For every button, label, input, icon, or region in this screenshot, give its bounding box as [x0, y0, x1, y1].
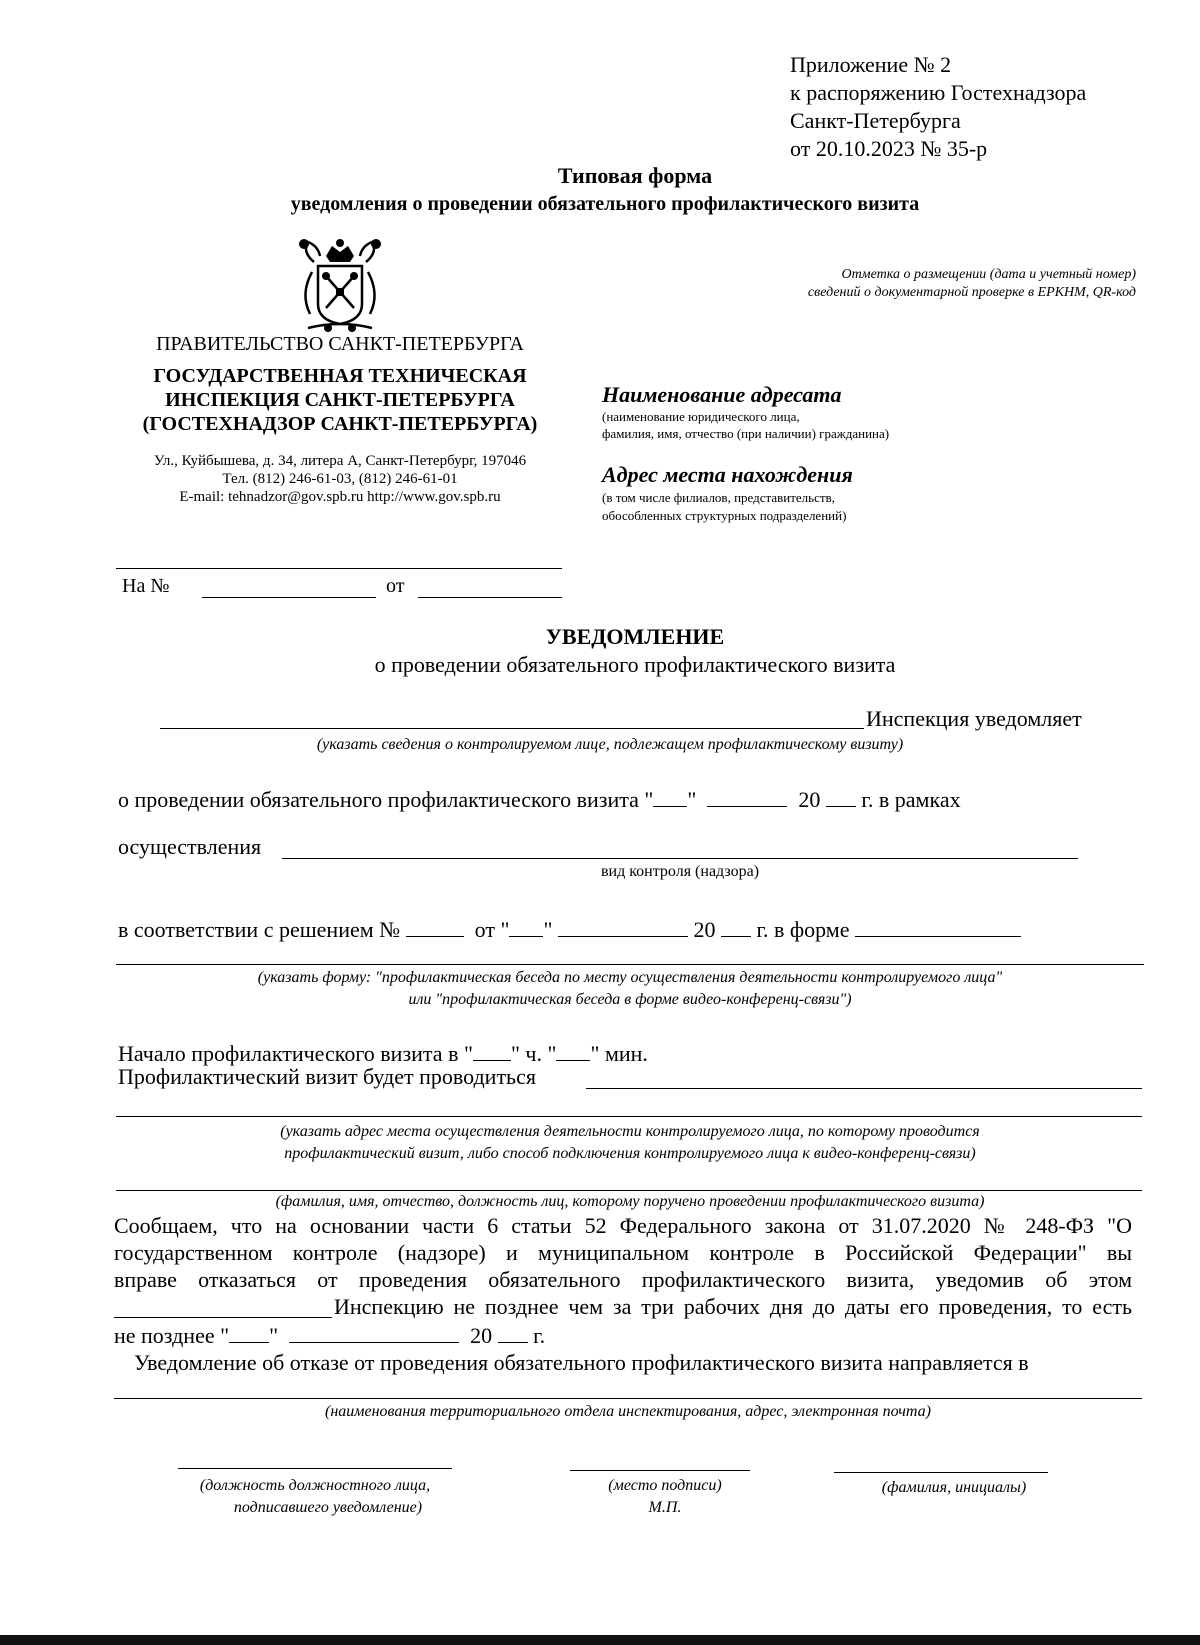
signer-position-hint-1: (должность должностного лица,: [199, 1477, 431, 1494]
decision-day-quote: ": [543, 917, 553, 942]
signature-field[interactable]: [570, 1470, 750, 1471]
form-type-hint-1: (указать форму: "профилактическая беседа по месту осуществления деятельности контролируемого лица": [257, 969, 1003, 986]
paragraph-line-3: вправе отказаться от проведения обязательного профилактического визита, уведомив об этом: [114, 1267, 1132, 1292]
form-type-hint-2: или "профилактическая беседа в форме видео-конференц-связи"): [408, 991, 852, 1008]
start-hours-field[interactable]: [473, 1038, 511, 1061]
paragraph-line-4: Инспекцию не позднее чем за три рабочих дня до даты его проведения, то есть: [334, 1294, 1132, 1319]
recipient-name-hint-2: фамилия, имя, отчество (при наличии) гражданина): [602, 426, 890, 441]
not-later-month-field[interactable]: [289, 1320, 459, 1343]
form-type-field[interactable]: [116, 964, 1144, 965]
control-type-hint: вид контроля (надзора): [600, 863, 760, 880]
appendix-line-3: Санкт-Петербурга: [790, 108, 961, 133]
refusal-text: Уведомление об отказе от проведения обязательного профилактического визита направляется в: [134, 1350, 1029, 1375]
department-field[interactable]: [114, 1398, 1142, 1399]
visit-within-text: г. в рамках: [861, 787, 961, 812]
decision-year-field[interactable]: [721, 914, 751, 937]
control-type-field[interactable]: [282, 858, 1078, 859]
decision-label: в соответствии с решением №: [118, 917, 401, 942]
registry-note-line-1: Отметка о размещении (дата и учетный номер): [841, 267, 1136, 282]
signature-place-hint: (место подписи): [608, 1477, 722, 1494]
held-place-field[interactable]: [586, 1088, 1142, 1089]
decision-year-prefix: 20: [693, 917, 716, 942]
recipient-name-title: Наименование адресата: [602, 382, 842, 407]
decision-line: [118, 914, 1021, 943]
seal-place-label: М.П.: [648, 1499, 682, 1516]
decision-form-label: г. в форме: [756, 917, 850, 942]
reference-number-label: На №: [122, 575, 170, 597]
start-time-line: [118, 1038, 648, 1067]
paragraph-line-1: Сообщаем, что на основании части 6 статьи 52 Федерального закона от 31.07.2020 № 248-ФЗ "О: [114, 1213, 1132, 1238]
visit-year-prefix: 20: [798, 787, 821, 812]
controlled-person-field[interactable]: [160, 728, 864, 729]
visit-date-text: о проведении обязательного профилактического визита ": [118, 787, 654, 812]
not-later-label: не позднее ": [114, 1323, 230, 1348]
start-time-label: Начало профилактического визита в ": [118, 1041, 473, 1066]
visit-day-field[interactable]: [653, 784, 687, 807]
reference-top-line: [116, 568, 562, 569]
decision-from-label: от ": [474, 917, 510, 942]
held-label: Профилактический визит будет проводиться: [118, 1064, 536, 1089]
responsible-person-field[interactable]: [116, 1190, 1142, 1191]
exercise-label: осуществления: [118, 834, 262, 859]
signer-name-field[interactable]: [834, 1472, 1048, 1473]
decision-day-field[interactable]: [509, 914, 543, 937]
signer-position-field[interactable]: [178, 1468, 452, 1469]
held-place-field-2[interactable]: [116, 1116, 1142, 1117]
spb-coat-of-arms-icon: [288, 232, 392, 336]
held-address-hint-2: профилактический визит, либо способ подключения контролируемого лица к видео-конференц-связи): [284, 1145, 976, 1162]
decision-form-field[interactable]: [855, 914, 1021, 937]
decision-month-field[interactable]: [558, 914, 688, 937]
not-later-day-field[interactable]: [229, 1320, 269, 1343]
recipient-address-title: Адрес места нахождения: [602, 462, 853, 487]
appendix-line-2: к распоряжению Гостехнадзора: [790, 80, 1087, 105]
registry-note-line-2: сведений о документарной проверке в ЕРКНМ, QR-код: [807, 285, 1136, 300]
notice-subtitle: о проведении обязательного профилактического визита: [374, 652, 896, 677]
recipient-address-hint-1: (в том числе филиалов, представительств,: [602, 490, 835, 505]
visit-month-field[interactable]: [707, 784, 787, 807]
notice-title: УВЕДОМЛЕНИЕ: [545, 624, 725, 649]
org-name-line-3: (ГОСТЕХНАДЗОР САНКТ-ПЕТЕРБУРГА): [142, 413, 538, 435]
reference-from-label: от: [386, 575, 405, 597]
reference-number-field[interactable]: [202, 597, 376, 598]
start-hours-label: " ч. ": [510, 1041, 557, 1066]
not-later-g: г.: [533, 1323, 546, 1348]
held-address-hint-1: (указать адрес места осуществления деятельности контролируемого лица, по которому проводится: [280, 1123, 980, 1140]
not-later-year-field[interactable]: [498, 1320, 528, 1343]
visit-day-quote: ": [687, 787, 697, 812]
signer-position-hint-2: подписавшего уведомление): [233, 1499, 423, 1516]
start-minutes-field[interactable]: [556, 1038, 590, 1061]
scan-bottom-border: [0, 1635, 1200, 1645]
government-name: ПРАВИТЕЛЬСТВО САНКТ-ПЕТЕРБУРГА: [156, 333, 524, 355]
org-name-line-1: ГОСУДАРСТВЕННАЯ ТЕХНИЧЕСКАЯ: [153, 365, 527, 387]
appendix-line-4: от 20.10.2023 № 35-р: [790, 136, 988, 161]
org-phone: Тел. (812) 246-61-03, (812) 246-61-01: [222, 471, 458, 487]
recipient-address-hint-2: обособленных структурных подразделений): [602, 508, 847, 523]
inspection-notifies-text: Инспекция уведомляет: [866, 706, 1082, 731]
reference-date-field[interactable]: [418, 597, 562, 598]
start-minutes-label: " мин.: [590, 1041, 648, 1066]
paragraph-line-2: государственном контроле (надзоре) и муниципальном контроле в Российской Федерации" вы: [114, 1240, 1132, 1265]
org-email: E-mail: tehnadzor@gov.spb.ru http://www.gov.spb.ru: [179, 489, 501, 505]
refusal-method-field[interactable]: [114, 1317, 332, 1318]
not-later-line: [114, 1320, 545, 1349]
signer-name-hint: (фамилия, инициалы): [881, 1479, 1027, 1496]
visit-date-line: [118, 784, 961, 813]
appendix-line-1: Приложение № 2: [790, 52, 952, 77]
controlled-person-hint: (указать сведения о контролируемом лице, подлежащем профилактическому визиту): [316, 736, 904, 753]
recipient-name-hint-1: (наименование юридического лица,: [602, 409, 800, 424]
not-later-year-prefix: 20: [470, 1323, 493, 1348]
decision-number-field[interactable]: [406, 914, 464, 937]
form-title-line-2: уведомления о проведении обязательного профилактического визита: [290, 193, 920, 215]
responsible-person-hint: (фамилия, имя, отчество, должность лиц, которому поручено проведении профилактического визита): [275, 1193, 985, 1210]
department-hint: (наименования территориального отдела инспектирования, адрес, электронная почта): [325, 1403, 931, 1420]
not-later-quote: ": [269, 1323, 279, 1348]
form-title-line-1: Типовая форма: [557, 163, 713, 188]
visit-year-field[interactable]: [826, 784, 856, 807]
org-address: Ул., Куйбышева, д. 34, литера А, Санкт-Петербург, 197046: [153, 453, 527, 469]
org-name-line-2: ИНСПЕКЦИЯ САНКТ-ПЕТЕРБУРГА: [165, 389, 515, 411]
